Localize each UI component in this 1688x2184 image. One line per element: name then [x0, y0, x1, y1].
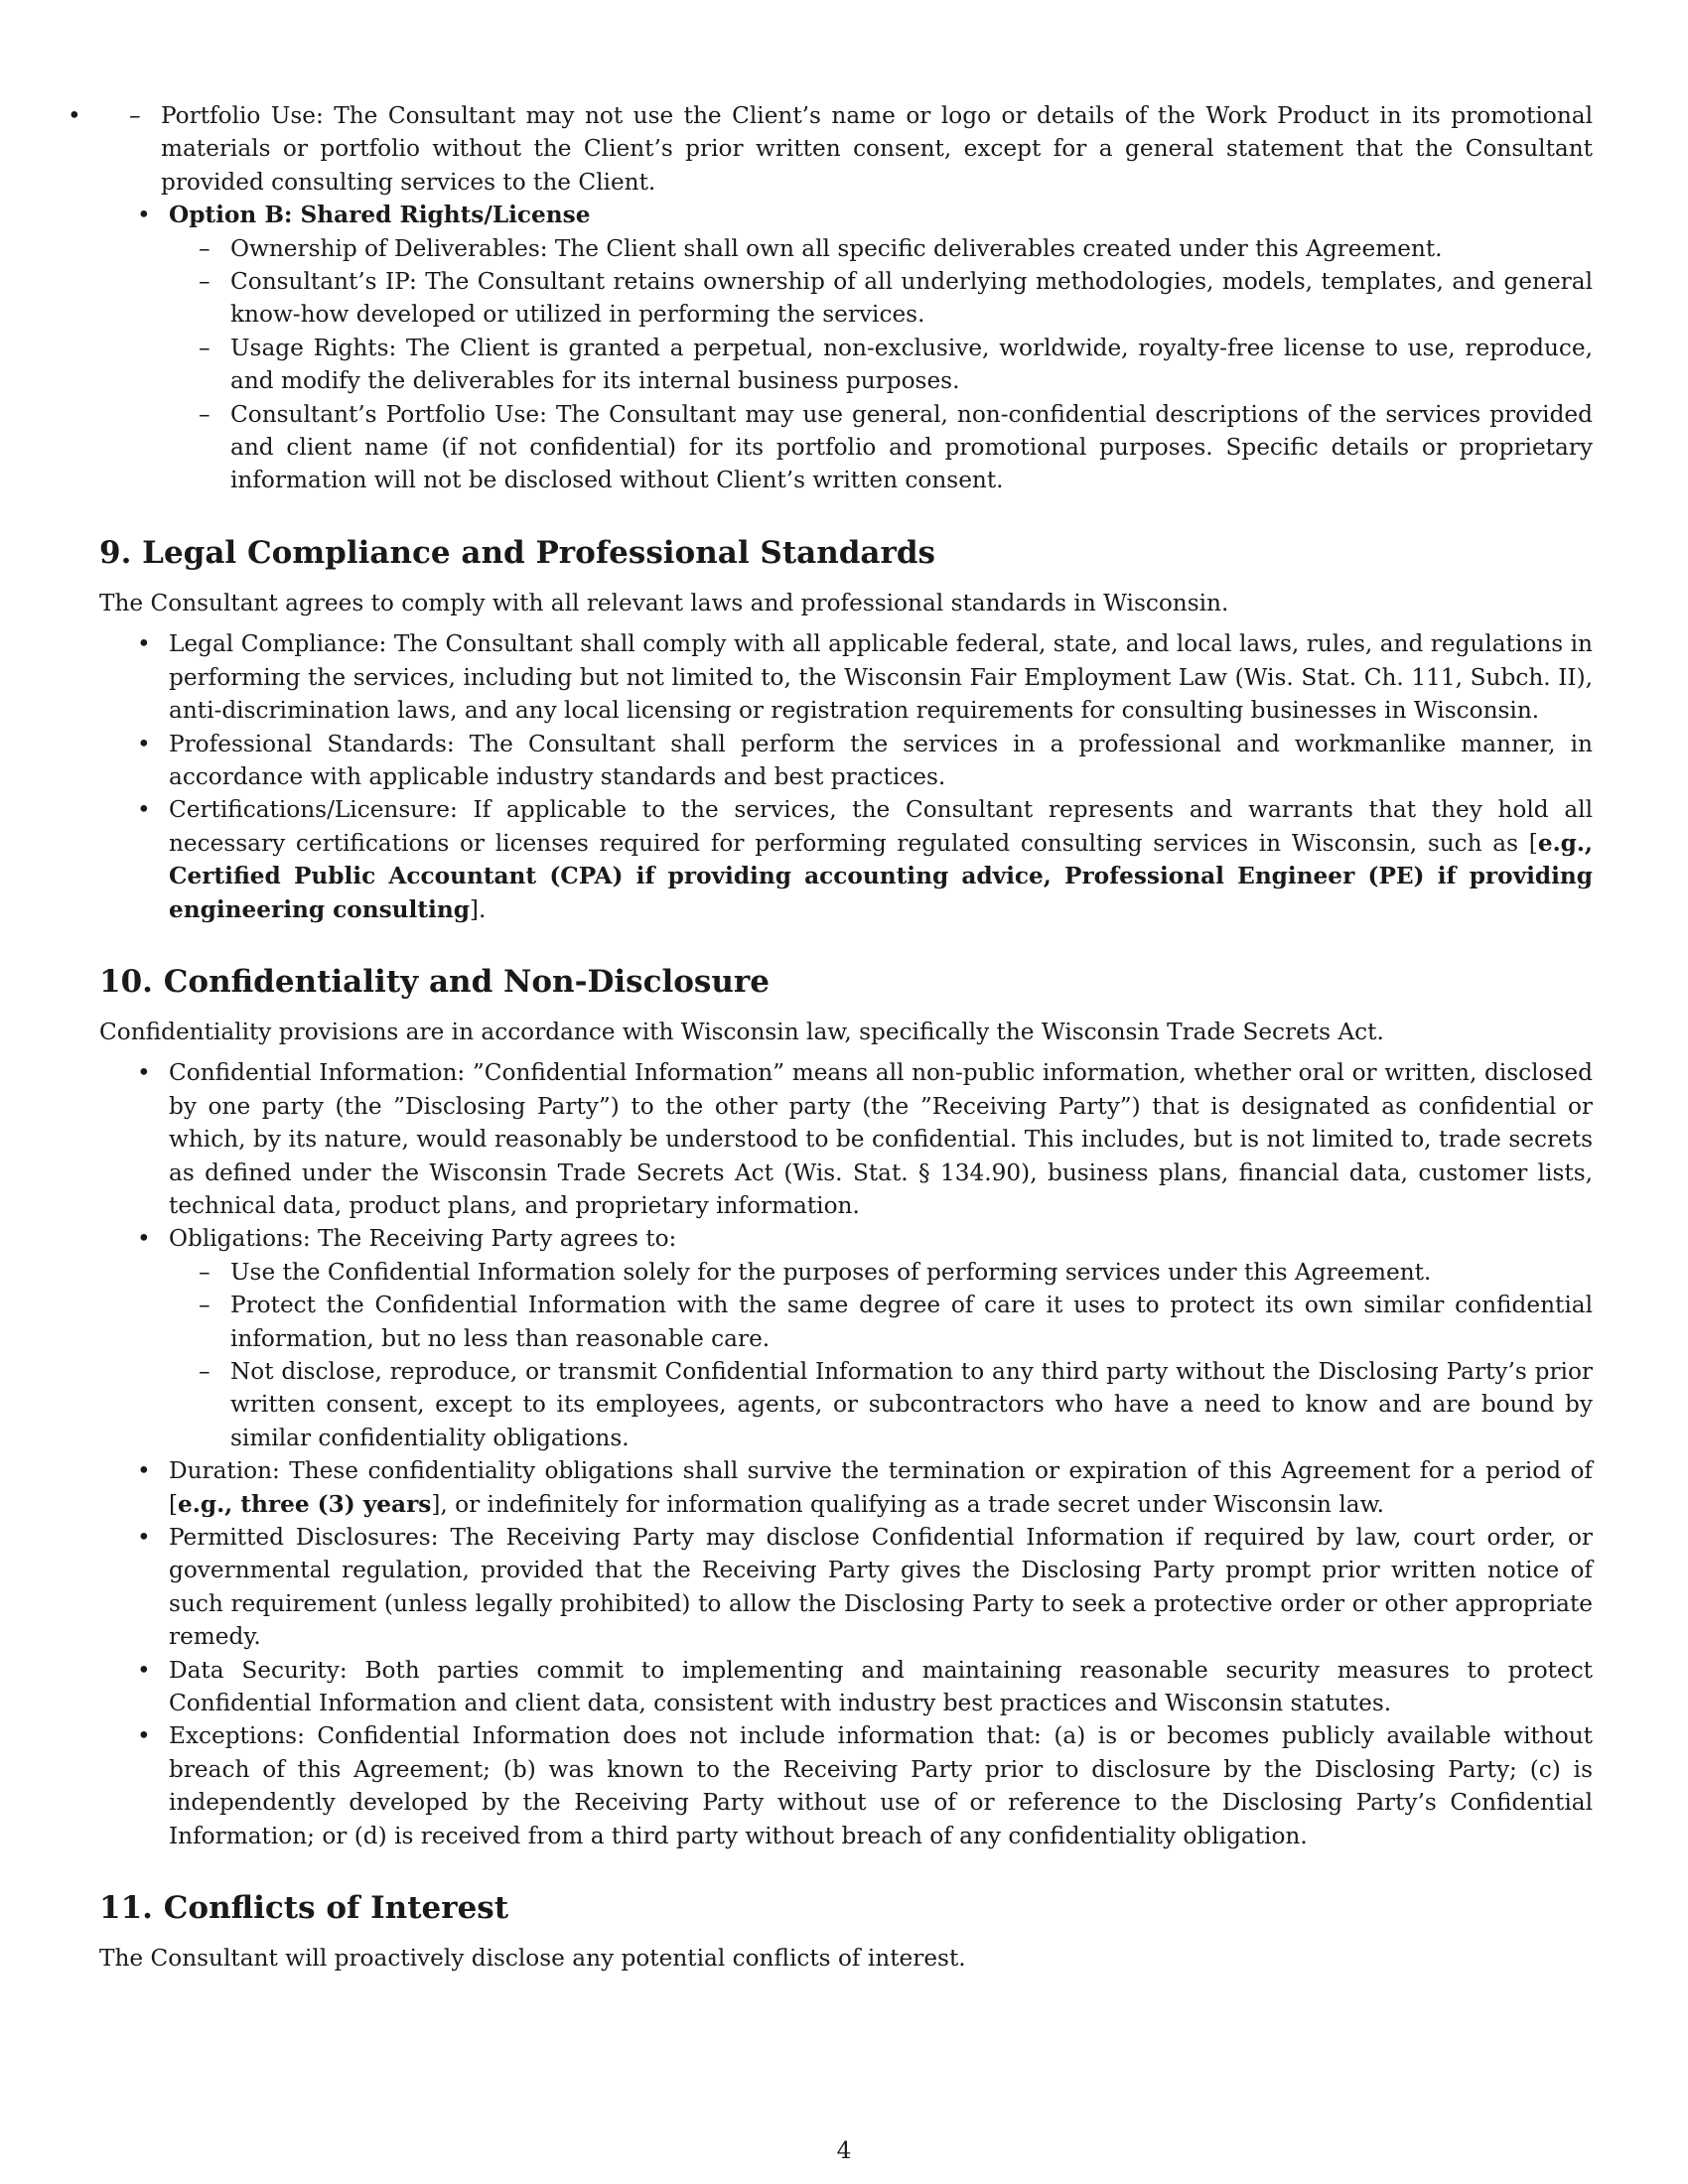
duration-example: e.g., three (3) years	[178, 1490, 432, 1518]
certifications-text: Certifications/Licensure: If applicable to the services, the Consultant represents and warrants that they hold all necessary certifications or licenses required for performing regulated consulting services in Wisconsin, such as [	[169, 796, 1593, 857]
section-10-heading: 10. Confidentiality and Non-Disclosure	[99, 963, 770, 1000]
section-9-intro: The Consultant agrees to comply with all relevant laws and professional standards in Wisconsin.	[99, 589, 1229, 616]
option-b-consultant-ip: – Consultant’s IP: The Consultant retains ownership of all underlying methodologies, models, templates, and general know-how developed or utilized in performing the services.	[169, 265, 1593, 332]
document-page	[99, 99, 1593, 1976]
obligations-list	[99, 1256, 1593, 1454]
duration-text: Duration: These confidentiality obligations shall survive the termination or expiration of this Agreement for a period of [	[169, 1457, 1593, 1518]
data-security-item: • Data Security: Both parties commit to implementing and maintaining reasonable security measures to protect Confidential Information and client data, consistent with industry best practices and Wisconsin statutes.	[99, 1654, 1593, 1720]
obligations-label: Obligations: The Receiving Party agrees to:	[169, 1225, 677, 1253]
section-11-heading: 11. Conflicts of Interest	[99, 1890, 509, 1927]
permitted-disclosures-item: • Permitted Disclosures: The Receiving Party may disclose Confidential Information if required by law, court order, or governmental regulation, provided that the Receiving Party gives the Disclosing Party prompt prior written notice of such requirement (unless legally prohibited) to allow the Disclosing Party to seek a protective order or other appropriate remedy.	[99, 1521, 1593, 1654]
option-b-items	[99, 232, 1593, 497]
section-9-list	[99, 627, 1593, 926]
option-a-continuation	[30, 99, 1593, 199]
certifications-end: ].	[469, 895, 487, 923]
obligation-not-disclose: – Not disclose, reproduce, or transmit Confidential Information to any third party without the Disclosing Party’s prior written consent, except to its employees, agents, or subcontractors who have a need to know and are bound by similar confidentiality obligations.	[169, 1355, 1593, 1454]
option-b-usage-rights: – Usage Rights: The Client is granted a perpetual, non-exclusive, worldwide, royalty-free license to use, reproduce, and modify the deliverables for its internal business purposes.	[169, 332, 1593, 398]
option-b-ownership: – Ownership of Deliverables: The Client shall own all specific deliverables created under this Agreement.	[169, 232, 1593, 265]
section-10-intro: Confidentiality provisions are in accordance with Wisconsin law, specifically the Wisconsin Trade Secrets Act.	[99, 1018, 1384, 1045]
option-b-list	[99, 199, 1593, 497]
legal-compliance-item: • Legal Compliance: The Consultant shall comply with all applicable federal, state, and local laws, rules, and regulations in performing the services, including but not limited to, the Wisconsin Fair Employment Law (Wis. Stat. Ch. 111, Subch. II), anti-discrimination laws, and any local licensing or registration requirements for consulting businesses in Wisconsin.	[99, 627, 1593, 727]
obligations-item	[99, 1222, 1593, 1454]
duration-item	[99, 1454, 1593, 1521]
section-11-intro: The Consultant will proactively disclose any potential conflicts of interest.	[99, 1945, 966, 1973]
professional-standards-item: • Professional Standards: The Consultant shall perform the services in a professional and workmanlike manner, in accordance with applicable industry standards and best practices.	[99, 728, 1593, 794]
certifications-example: e.g., Certified Public Accountant (CPA) if providing accounting advice, Professional Engineer (PE) if providing engineering consulting	[169, 829, 1593, 923]
section-9-heading: 9. Legal Compliance and Professional Standards	[99, 534, 935, 571]
page-number: 4	[836, 2137, 852, 2164]
exceptions-item: • Exceptions: Confidential Information does not include information that: (a) is or becomes publicly available without breach of this Agreement; (b) was known to the Receiving Party prior to disclosure by the Disclosing Party; (c) is independently developed by the Receiving Party without use of or reference to the Disclosing Party’s Confidential Information; or (d) is received from a third party without breach of any confidentiality obligation.	[99, 1719, 1593, 1852]
obligation-use: – Use the Confidential Information solely for the purposes of performing services under this Agreement.	[169, 1256, 1593, 1289]
option-b	[99, 199, 1593, 497]
section-10-list	[99, 1056, 1593, 1852]
option-a-portfolio-use: – • Portfolio Use: The Consultant may not use the Client’s name or logo or details of the Work Product in its promotional materials or portfolio without the Client’s prior written consent, except for a general statement that the Consultant provided consulting services to the Client.	[99, 99, 1593, 199]
option-b-title: Option B: Shared Rights/License	[169, 202, 591, 229]
confidential-information-item: • Confidential Information: ”Confidential Information” means all non-public information, whether oral or written, disclosed by one party (the ”Disclosing Party”) to the other party (the ”Receiving Party”) that is designated as confidential or which, by its nature, would reasonably be understood to be confidential. This includes, but is not limited to, trade secrets as defined under the Wisconsin Trade Secrets Act (Wis. Stat. § 134.90), business plans, financial data, customer lists, technical data, product plans, and proprietary information.	[99, 1056, 1593, 1222]
obligation-protect: – Protect the Confidential Information with the same degree of care it uses to protect its own similar confidential information, but no less than reasonable care.	[169, 1289, 1593, 1355]
section-8-options	[30, 99, 1593, 199]
certifications-item	[99, 793, 1593, 926]
option-b-portfolio-use: – Consultant’s Portfolio Use: The Consultant may use general, non-confidential descriptions of the services provided and client name (if not confidential) for its portfolio and promotional purposes. Specific details or proprietary information will not be disclosed without Client’s written consent.	[169, 398, 1593, 497]
duration-end: ], or indefinitely for information qualifying as a trade secret under Wisconsin law.	[431, 1490, 1385, 1518]
